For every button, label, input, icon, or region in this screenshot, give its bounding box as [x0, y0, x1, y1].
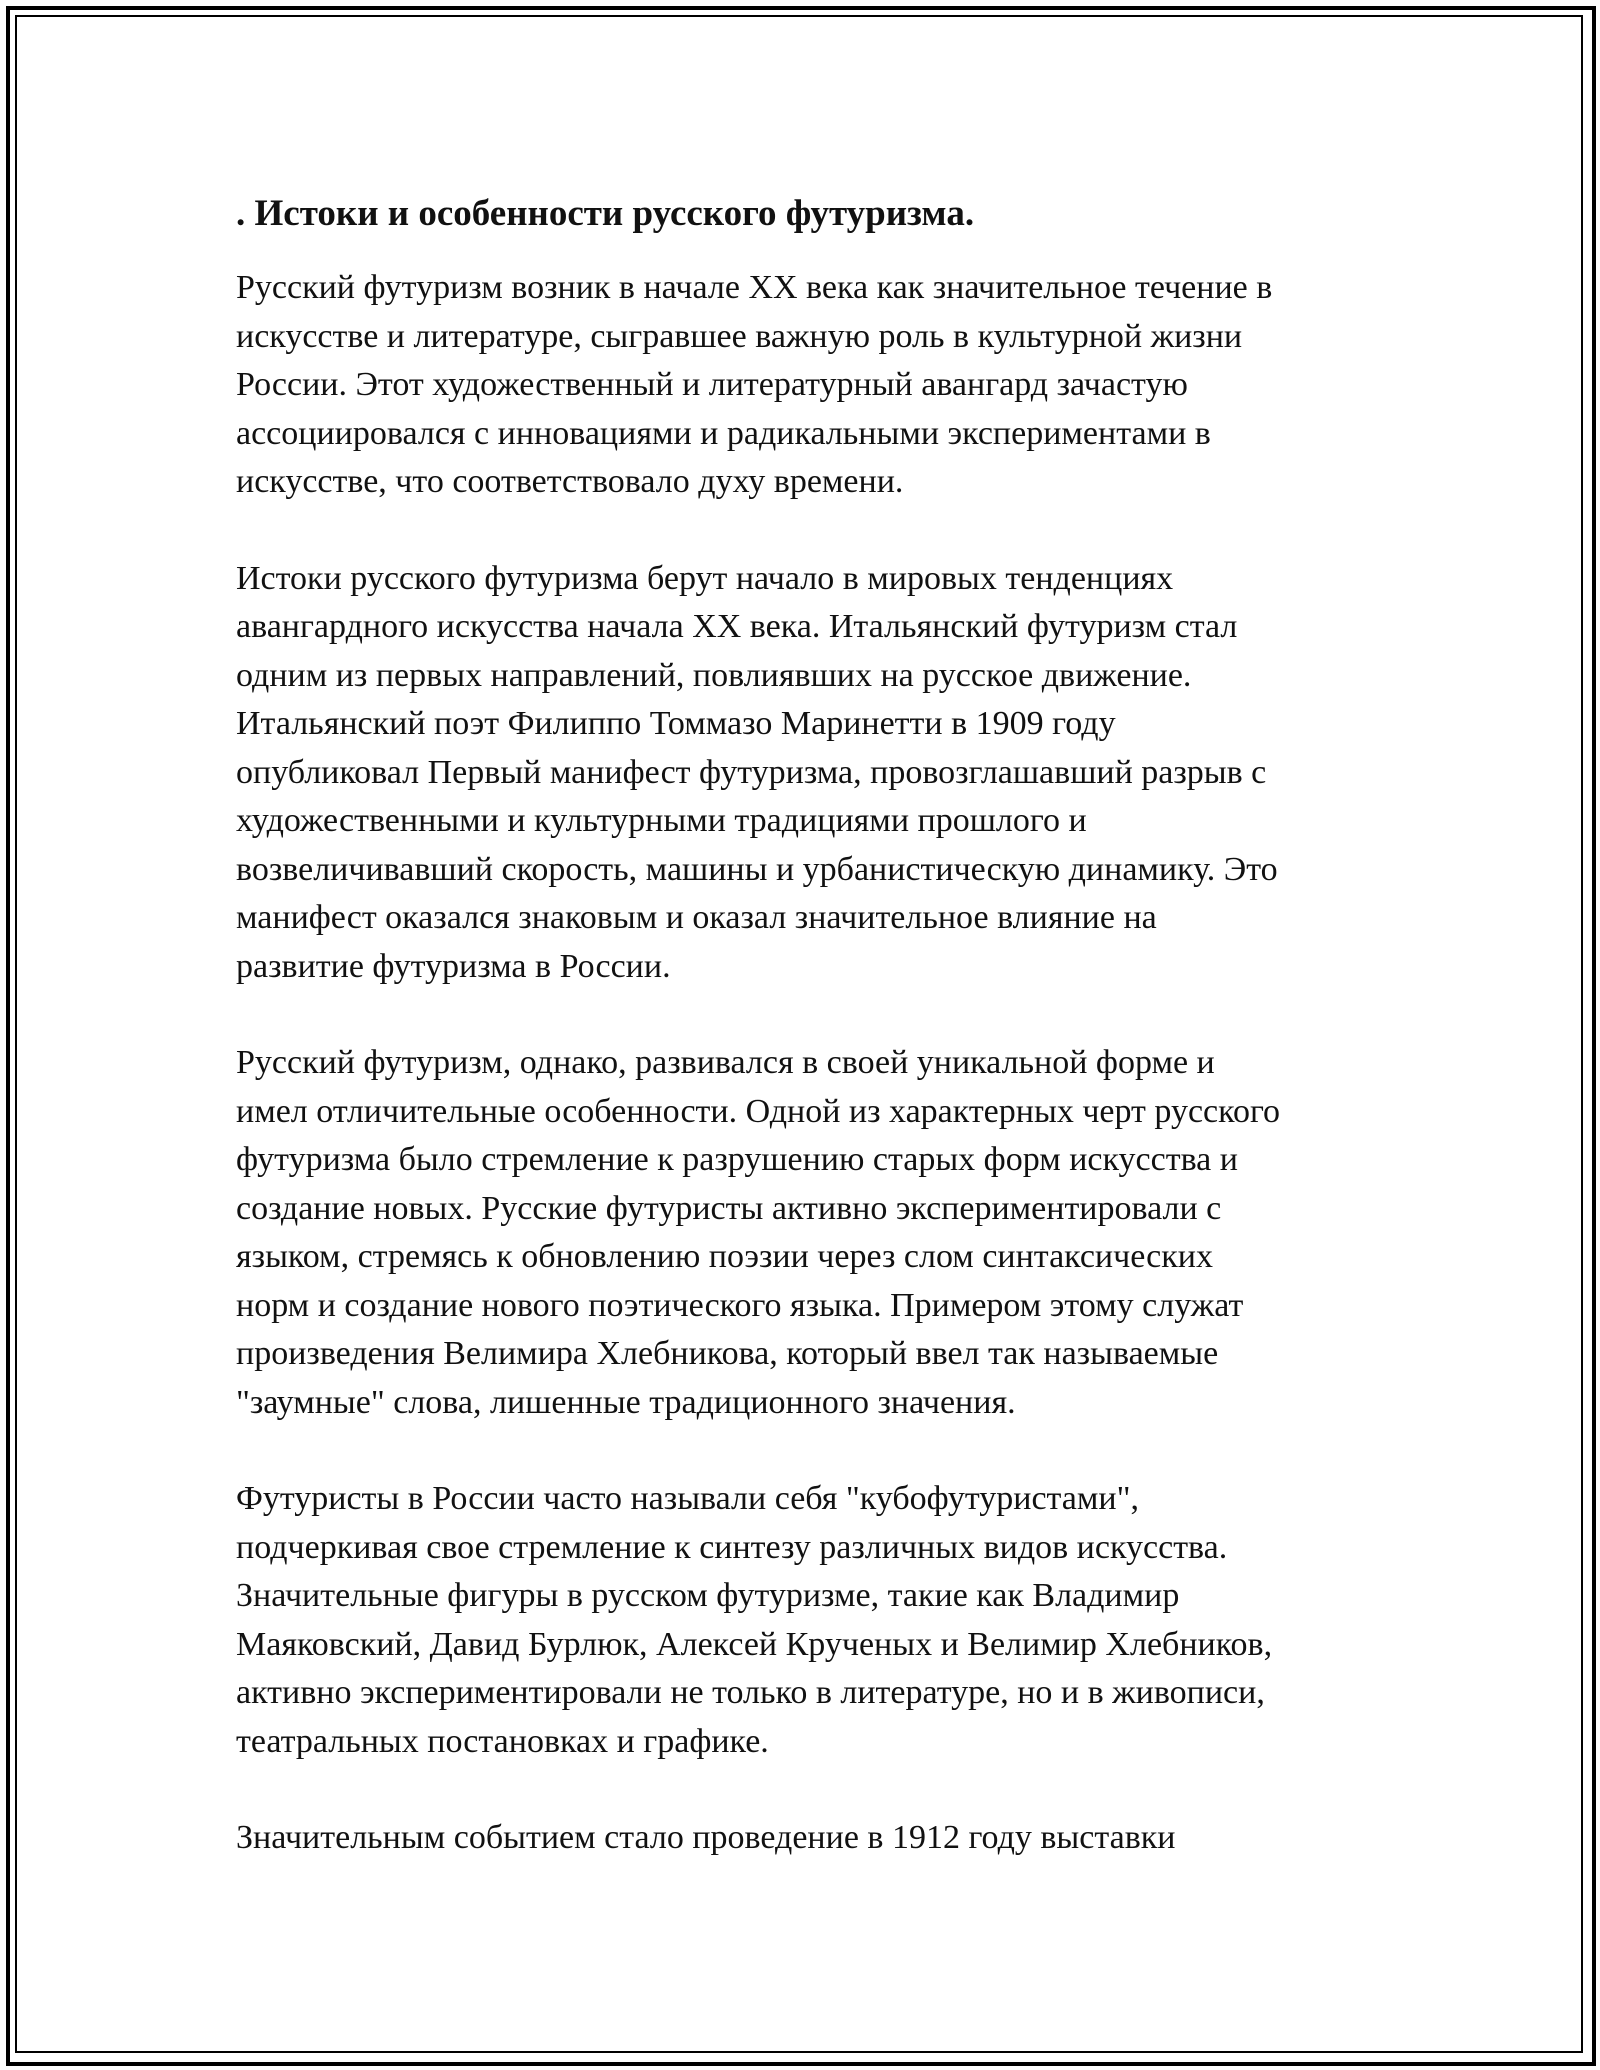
text-line: Футуристы в России часто называли себя "кубофутуристами",: [236, 1480, 1139, 1517]
text-line: возвеличивавший скорость, машины и урбанистическую динамику. Это: [236, 850, 1278, 888]
text-line: футуризма было стремление к разрушению старых форм искусства и: [236, 1141, 1238, 1178]
text-line: Значительным событием стало проведение в 1912 году выставки: [236, 1819, 1176, 1856]
document-body: [236, 186, 1376, 1911]
text-line: Русский футуризм возник в начале XX века как значительное течение в: [236, 269, 1273, 306]
text-line: театральных постановках и графике.: [236, 1722, 769, 1760]
text-line: ассоциировался с инновациями и радикальными экспериментами в: [236, 414, 1211, 452]
text-line: одним из первых направлений, повлиявших на русское движение.: [236, 656, 1192, 694]
text-line: опубликовал Первый манифест футуризма, провозглашавший разрыв с: [236, 753, 1267, 791]
text-line: Итальянский поэт Филиппо Томмазо Маринетти в 1909 году: [236, 705, 1116, 742]
text-line: авангардного искусства начала XX века. Итальянский футуризм стал: [236, 608, 1238, 645]
paragraph-1: [236, 264, 1376, 507]
text-line: создание новых. Русские футуристы активно экспериментировали с: [236, 1189, 1222, 1227]
text-line: активно экспериментировали не только в литературе, но и в живописи,: [236, 1674, 1265, 1711]
paragraph-4: [236, 1475, 1376, 1766]
text-line: "заумные" слова, лишенные традиционного значения.: [236, 1383, 1016, 1421]
text-line: Значительные фигуры в русском футуризме, такие как Владимир: [236, 1577, 1180, 1614]
text-line: произведения Велимира Хлебникова, который ввел так называемые: [236, 1335, 1219, 1372]
text-line: искусстве, что соответствовало духу времени.: [236, 463, 904, 500]
text-line: развитие футуризма в России.: [236, 947, 671, 985]
text-line: Истоки русского футуризма берут начало в мировых тенденциях: [236, 559, 1174, 597]
text-line: искусстве и литературе, сыгравшее важную роль в культурной жизни: [236, 317, 1243, 355]
text-line: Русский футуризм, однако, развивался в своей уникальной форме и: [236, 1044, 1215, 1081]
text-line: подчеркивая свое стремление к синтезу различных видов искусства.: [236, 1528, 1228, 1566]
text-line: России. Этот художественный и литературный авангард зачастую: [236, 366, 1188, 403]
section-heading: . Истоки и особенности русского футуризма.: [236, 193, 975, 234]
paragraph-5: [236, 1814, 1376, 1863]
text-line: норм и создание нового поэтического языка. Примером этому служат: [236, 1286, 1244, 1324]
text-line: манифест оказался знаковым и оказал значительное влияние на: [236, 899, 1157, 936]
text-line: Маяковский, Давид Бурлюк, Алексей Крученых и Велимир Хлебников,: [236, 1625, 1273, 1663]
text-line: языком, стремясь к обновлению поэзии через слом синтаксических: [236, 1238, 1213, 1275]
paragraph-2: [236, 555, 1376, 992]
paragraph-3: [236, 1039, 1376, 1427]
text-line: имел отличительные особенности. Одной из характерных черт русского: [236, 1092, 1281, 1130]
text-line: художественными и культурными традициями прошлого и: [236, 802, 1087, 839]
